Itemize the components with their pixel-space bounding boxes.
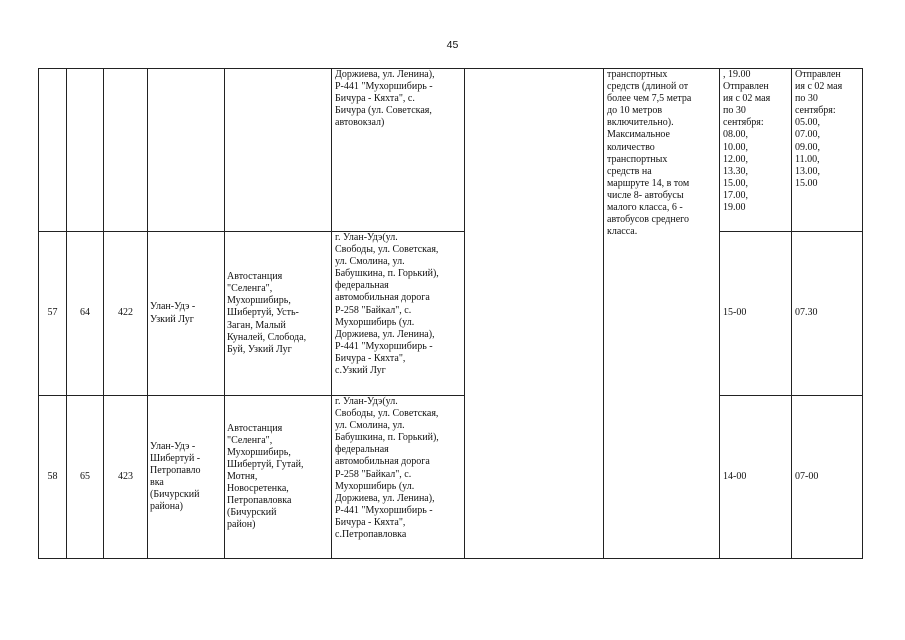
table-row	[39, 232, 863, 396]
route-table	[38, 68, 863, 559]
route-path-cell: г. Улан-Удэ(ул. Свободы, ул. Советская, ул. Смолина, ул. Бабушкина, п. Горький), федеральная автомобильная дорога Р-258 "Байкал", с. Мухоршибирь (ул. Доржиева, ул. Ленина), Р-441 "Мухоршибирь - Бичура - Кяхта", с.Узкий Луг	[332, 232, 465, 396]
stops-cell	[225, 69, 332, 232]
empty-cell	[465, 69, 604, 559]
route-name-cell: Улан-Удэ - Шибертуй - Петропавло вка (Бичурский района)	[148, 396, 225, 559]
departure-to-cell: Отправлен ия с 02 мая по 30 сентября: 05.00, 07.00, 09.00, 11.00, 13.00, 15.00	[792, 69, 863, 232]
departure-to-cell: 07.30	[792, 232, 863, 396]
route-number-cell	[104, 69, 148, 232]
registry-number-cell: 65	[67, 396, 104, 559]
page-number: 45	[446, 39, 459, 51]
route-number-cell: 423	[104, 396, 148, 559]
route-number-cell: 422	[104, 232, 148, 396]
stops-cell: Автостанция "Селенга", Мухоршибирь, Шибертуй, Гутай, Мотня, Новосретенка, Петропавловка (Бичурский район)	[225, 396, 332, 559]
stops-cell: Автостанция "Селенга", Мухоршибирь, Шибертуй, Усть- Заган, Малый Куналей, Слобода, Буй, Узкий Луг	[225, 232, 332, 396]
departure-to-cell: 07-00	[792, 396, 863, 559]
row-number-cell: 58	[39, 396, 67, 559]
route-path-cell: г. Улан-Удэ(ул. Свободы, ул. Советская, ул. Смолина, ул. Бабушкина, п. Горький), федеральная автомобильная дорога Р-258 "Байкал", с. Мухоршибирь (ул. Доржиева, ул. Ленина), Р-441 "Мухоршибирь - Бичура - Кяхта", с.Петропавловка	[332, 396, 465, 559]
route-name-cell: Улан-Удэ - Узкий Луг	[148, 232, 225, 396]
table-row	[39, 396, 863, 559]
route-path-cell: Доржиева, ул. Ленина), Р-441 "Мухоршибирь - Бичура - Кяхта", с. Бичура (ул. Советская, автовокзал)	[332, 69, 465, 232]
departure-from-cell: 14-00	[720, 396, 792, 559]
route-name-cell	[148, 69, 225, 232]
table-row	[39, 69, 863, 232]
departure-from-cell: 15-00	[720, 232, 792, 396]
row-number-cell: 57	[39, 232, 67, 396]
registry-number-cell	[67, 69, 104, 232]
registry-number-cell: 64	[67, 232, 104, 396]
departure-from-cell: , 19.00 Отправлен ия с 02 мая по 30 сентября: 08.00, 10.00, 12.00, 13.30, 15.00, 17.00, 19.00	[720, 69, 792, 232]
row-number-cell	[39, 69, 67, 232]
vehicles-cell: транспортных средств (длиной от более чем 7,5 метра до 10 метров включительно). Максимальное количество транспортных средств на маршруте 14, в том числе 8- автобусы малого класса, 6 - автобусов среднего класса.	[604, 69, 720, 559]
